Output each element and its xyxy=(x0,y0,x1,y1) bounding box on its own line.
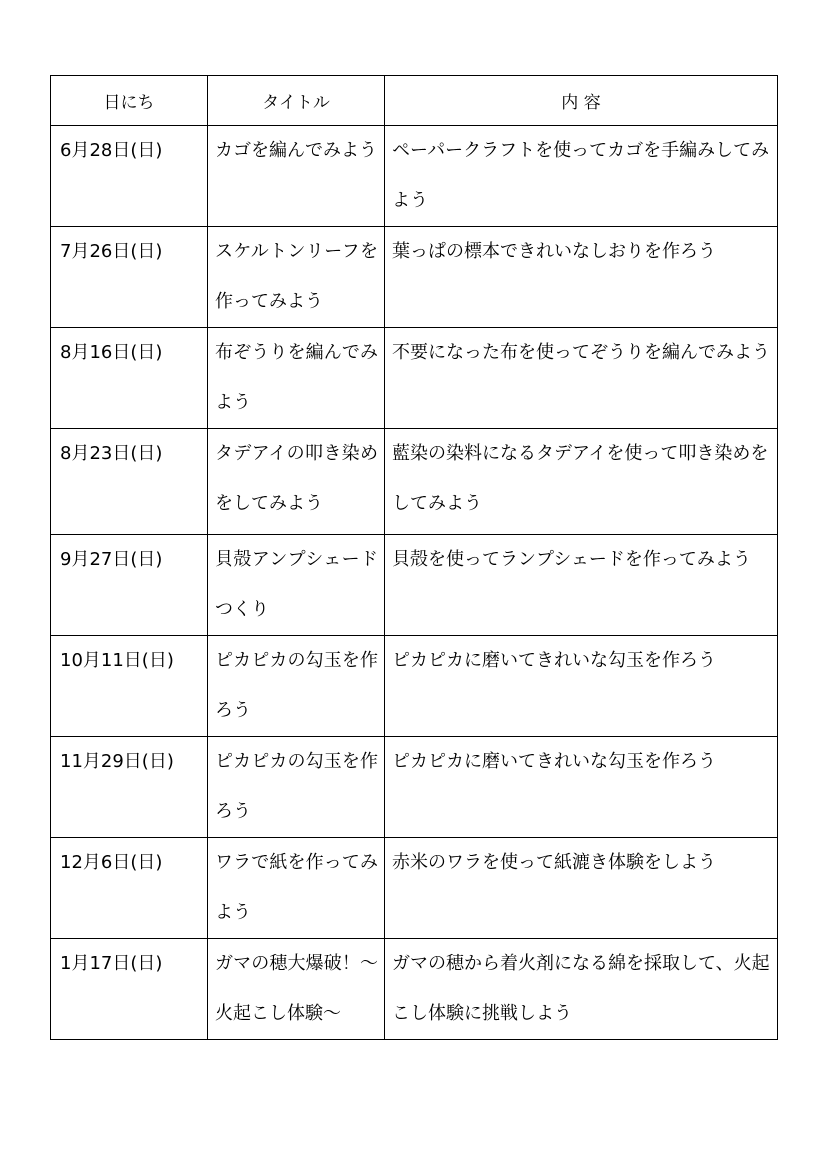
event-description: 葉っぱの標本できれいなしおりを作ろう xyxy=(385,227,778,328)
event-title: ワラで紙を作ってみよう xyxy=(208,838,385,939)
event-title: タデアイの叩き染めをしてみよう xyxy=(208,429,385,535)
event-description: 藍染の染料になるタデアイを使って叩き染めをしてみよう xyxy=(385,429,778,535)
event-description: ガマの穂から着火剤になる綿を採取して、火起こし体験に挑戦しよう xyxy=(385,939,778,1040)
table-row xyxy=(51,535,778,636)
table-row xyxy=(51,838,778,939)
event-date: 6月28日(日) xyxy=(51,126,208,227)
event-description: ピカピカに磨いてきれいな勾玉を作ろう xyxy=(385,737,778,838)
table-row xyxy=(51,227,778,328)
event-description: 赤米のワラを使って紙漉き体験をしよう xyxy=(385,838,778,939)
table-row xyxy=(51,737,778,838)
table-row xyxy=(51,328,778,429)
header-date: 日にち xyxy=(51,76,208,126)
event-date: 9月27日(日) xyxy=(51,535,208,636)
event-date: 7月26日(日) xyxy=(51,227,208,328)
header-title: タイトル xyxy=(208,76,385,126)
event-title: 貝殻アンプシェードつくり xyxy=(208,535,385,636)
event-description: 貝殻を使ってランプシェードを作ってみよう xyxy=(385,535,778,636)
table-row xyxy=(51,429,778,535)
event-title: カゴを編んでみよう xyxy=(208,126,385,227)
event-title: ガマの穂大爆破！～火起こし体験～ xyxy=(208,939,385,1040)
table-row xyxy=(51,126,778,227)
event-title: スケルトンリーフを作ってみよう xyxy=(208,227,385,328)
header-row xyxy=(51,76,778,126)
event-description: ピカピカに磨いてきれいな勾玉を作ろう xyxy=(385,636,778,737)
table-row xyxy=(51,636,778,737)
event-description: 不要になった布を使ってぞうりを編んでみよう xyxy=(385,328,778,429)
event-date: 8月23日(日) xyxy=(51,429,208,535)
header-description: 内 容 xyxy=(385,76,778,126)
event-title: 布ぞうりを編んでみよう xyxy=(208,328,385,429)
event-date: 10月11日(日) xyxy=(51,636,208,737)
schedule-table xyxy=(50,75,778,1040)
event-date: 11月29日(日) xyxy=(51,737,208,838)
event-date: 8月16日(日) xyxy=(51,328,208,429)
event-date: 1月17日(日) xyxy=(51,939,208,1040)
event-title: ピカピカの勾玉を作ろう xyxy=(208,737,385,838)
table-row xyxy=(51,939,778,1040)
event-date: 12月6日(日) xyxy=(51,838,208,939)
event-title: ピカピカの勾玉を作ろう xyxy=(208,636,385,737)
event-description: ペーパークラフトを使ってカゴを手編みしてみよう xyxy=(385,126,778,227)
